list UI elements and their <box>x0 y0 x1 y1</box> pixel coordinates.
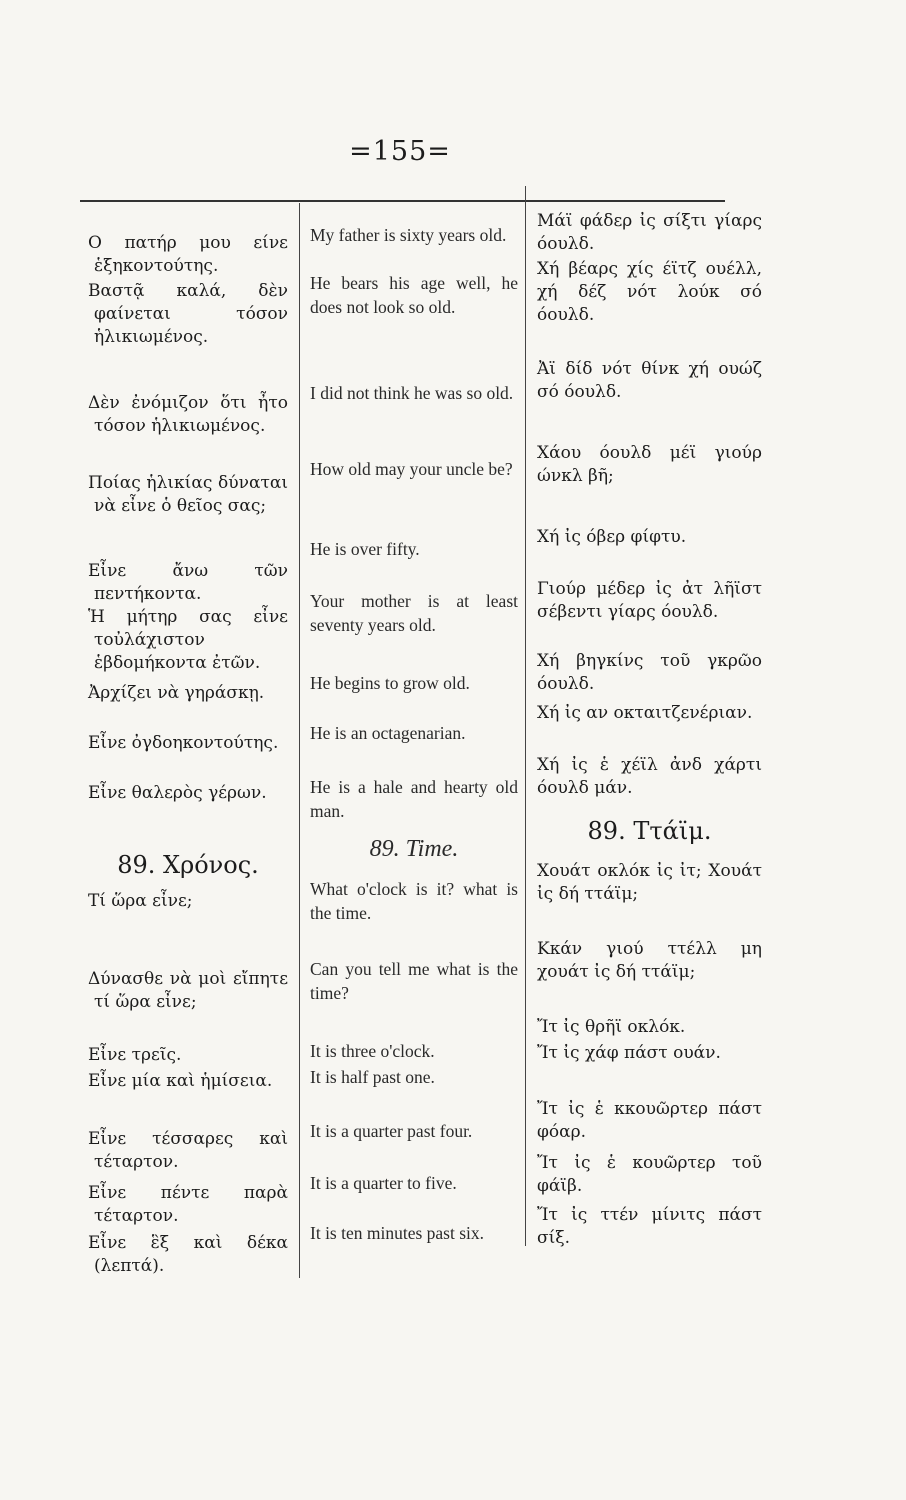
transliteration-phrase: Μάϊ φάδερ ἰς σίξτι γίαρς όουλδ. <box>537 211 762 254</box>
greek-phrase: Εἶνε ἄνω τῶν πεντήκοντα. <box>88 561 288 604</box>
english-phrase: It is a quarter to five. <box>310 1173 457 1193</box>
transliteration-phrase: Χουάτ οκλόκ ἰς ἰτ; Χουάτ ἰς δή ττάϊμ; <box>537 861 762 904</box>
greek-phrase: Ἡ μήτηρ σας εἶνε τοὐλάχιστον ἑβδομήκοντα ἐτῶν. <box>88 607 288 673</box>
english-phrase: Your mother is at least seventy years old. <box>310 591 518 635</box>
greek-phrase: Δὲν ἐνόμιζον ὅτι ἦτο τόσον ἡλικιωμένος. <box>88 393 288 436</box>
transliteration-phrase: Χή ἰς αν οκταιτζενέριαν. <box>537 703 753 723</box>
greek-phrase: Εἶνε ὀγδοηκοντούτης. <box>88 733 279 753</box>
english-phrase: It is a quarter past four. <box>310 1121 473 1141</box>
greek-phrase: Εἶνε θαλερὸς γέρων. <box>88 783 267 803</box>
english-phrase: Can you tell me what is the time? <box>310 959 518 1003</box>
english-phrase: It is three o'clock. <box>310 1041 435 1061</box>
greek-phrase: Τί ὥρα εἶνε; <box>88 891 193 911</box>
greek-phrase: Δύνασθε νὰ μοὶ εἴπητε τί ὥρα εἶνε; <box>88 969 288 1012</box>
transliteration-phrase: Χή ἰς όβερ φίφτυ. <box>537 527 687 547</box>
transliteration-phrase: Ἴτ ἰς χάφ πάστ ουάν. <box>537 1043 721 1063</box>
greek-phrase: Εἶνε τέσσαρες καὶ τέταρτον. <box>88 1129 288 1172</box>
transliteration-phrase: Ἀϊ δίδ νότ θίνκ χή ουώζ σό όουλδ. <box>537 359 762 402</box>
english-phrase: How old may your uncle be? <box>310 459 513 479</box>
header-rule <box>80 200 725 202</box>
english-phrase: He begins to grow old. <box>310 673 470 693</box>
greek-phrase: Βαστᾷ καλά, δὲν φαίνεται τόσον ἡλικιωμένος. <box>88 281 288 347</box>
english-phrase: He is a hale and hearty old man. <box>310 777 518 821</box>
english-phrase: He is over fifty. <box>310 539 420 559</box>
greek-phrase: Ποίας ἡλικίας δύναται νὰ εἶνε ὁ θεῖος σας; <box>88 473 288 516</box>
english-phrase: I did not think he was so old. <box>310 383 514 403</box>
column-divider-right <box>525 186 526 1246</box>
transliteration-phrase: Ἴτ ἰς ἑ κκουῶρτερ πάστ φόαρ. <box>537 1099 762 1142</box>
english-phrase: He bears his age well, he does not look so old. <box>310 273 518 317</box>
english-phrase: What o'clock is it? what is the time. <box>310 879 518 923</box>
transliteration-phrase: Χάου όουλδ μέϊ γιούρ ώνκλ βῆ; <box>537 443 762 486</box>
section-heading-english: 89. Time. <box>369 836 459 862</box>
page-number: =155= <box>349 136 451 167</box>
transliteration-phrase: Χή ἰς ἑ χέϊλ ἀνδ χάρτι όουλδ μάν. <box>537 755 762 798</box>
transliteration-phrase: Γιούρ μέδερ ἰς ἀτ λῆϊστ σέβεντι γίαρς όουλδ. <box>537 579 762 622</box>
transliteration-phrase: Ἴτ ἰς ττέν μίνιτς πάστ σίξ. <box>537 1205 762 1248</box>
transliteration-phrase: Ἴτ ἰς ἑ κουῶρτερ τοῦ φάϊβ. <box>537 1153 762 1196</box>
english-phrase: He is an octagenarian. <box>310 723 466 743</box>
transliteration-phrase: Χή βηγκίνς τοῦ γκρῶο όουλδ. <box>537 651 762 694</box>
greek-phrase: Εἶνε ἓξ καὶ δέκα (λεπτά). <box>88 1233 288 1276</box>
section-heading-transliteration: 89. Ττάϊμ. <box>587 817 712 845</box>
transliteration-phrase: Ἴτ ἰς θρῆϊ οκλόκ. <box>537 1017 686 1037</box>
greek-phrase: Εἶνε πέντε παρὰ τέταρτον. <box>88 1183 288 1226</box>
greek-phrase: Εἶνε τρεῖς. <box>88 1045 182 1065</box>
transliteration-phrase: Κκάν γιού ττέλλ μη χουάτ ἰς δή ττάϊμ; <box>537 939 762 982</box>
greek-phrase: Εἶνε μία καὶ ἡμίσεια. <box>88 1071 273 1091</box>
section-heading-greek: 89. Χρόνος. <box>117 851 259 879</box>
english-phrase: My father is sixty years old. <box>310 225 507 245</box>
greek-phrase: Ἀρχίζει νὰ γηράσκῃ. <box>88 683 265 703</box>
transliteration-phrase: Χή βέαρς χίς έϊτζ ουέλλ, χή δέζ νότ λούκ σό όουλδ. <box>537 259 762 325</box>
english-phrase: It is half past one. <box>310 1067 435 1087</box>
greek-phrase: Ο πατήρ μου είνε ἑξηκοντούτης. <box>88 233 288 276</box>
column-divider-left <box>299 203 300 1278</box>
english-phrase: It is ten minutes past six. <box>310 1223 485 1243</box>
